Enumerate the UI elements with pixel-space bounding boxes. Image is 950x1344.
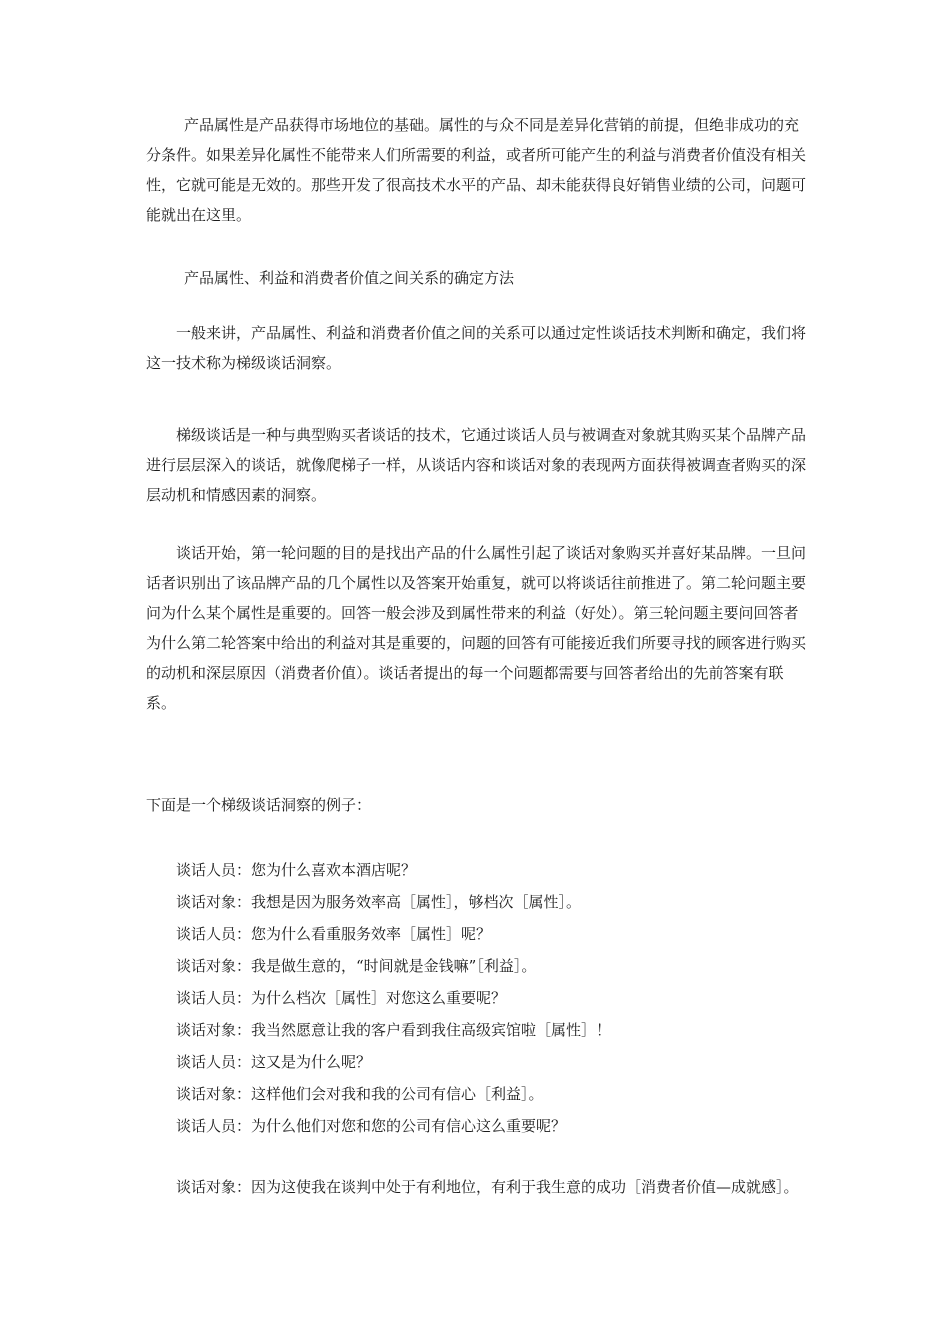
dialogue-line: 谈话对象：我当然愿意让我的客户看到我住高级宾馆啦［属性］！ [176,1021,612,1039]
dialogue-line: 谈话人员：为什么档次［属性］对您这么重要呢？ [176,989,507,1007]
dialogue-list [176,854,806,1142]
dialogue-line: 谈话人员：为什么他们对您和您的公司有信心这么重要呢？ [176,1117,567,1135]
section-heading: 产品属性、利益和消费者价值之间关系的确定方法 [184,269,515,287]
dialogue-final-line: 谈话对象：因为这使我在谈判中处于有利地位，有利于我生意的成功［消费者价值—成就感］。 [176,1178,799,1196]
dialogue-line: 谈话人员：这又是为什么呢？ [176,1053,372,1071]
paragraph-product-attributes: 产品属性是产品获得市场地位的基础。属性的与众不同是差异化营销的前提，但绝非成功的充分条件。如果差异化属性不能带来人们所需要的利益，或者所可能产生的利益与消费者价值没有相关性，它就可能是无效的。那些开发了很高技术水平的产品、却未能获得良好销售业绩的公司，问题可能就出在这里。 [146,116,807,224]
paragraph-interview-rounds: 谈话开始，第一轮问题的目的是找出产品的什么属性引起了谈话对象购买并喜好某品牌。一旦问话者识别出了该品牌产品的几个属性以及答案开始重复，就可以将谈话往前推进了。第二轮问题主要问为什么某个属性是重要的。回答一般会涉及到属性带来的利益（好处）。第三轮问题主要问回答者为什么第二轮答案中给出的利益对其是重要的，问题的回答有可能接近我们所要寻找的顾客进行购买的动机和深层原因（消费者价值）。谈话者提出的每一个问题都需要与回答者给出的先前答案有联系。 [146,544,807,712]
paragraph-determination-method: 一般来讲，产品属性、利益和消费者价值之间的关系可以通过定性谈话技术判断和确定，我们将这一技术称为梯级谈话洞察。 [146,324,807,372]
example-intro: 下面是一个梯级谈话洞察的例子： [146,796,372,814]
dialogue-line: 谈话人员：您为什么看重服务效率［属性］呢？ [176,925,492,943]
dialogue-line: 谈话对象：我想是因为服务效率高［属性］，够档次［属性］。 [176,893,582,911]
dialogue-line: 谈话人员：您为什么喜欢本酒店呢？ [176,861,417,879]
paragraph-laddering-technique: 梯级谈话是一种与典型购买者谈话的技术，它通过谈话人员与被调查对象就其购买某个品牌产品进行层层深入的谈话，就像爬梯子一样，从谈话内容和谈话对象的表现两方面获得被调查者购买的深层动机和情感因素的洞察。 [146,426,807,504]
dialogue-line: 谈话对象：我是做生意的，“时间就是金钱嘛”［利益］。 [176,957,537,975]
dialogue-line: 谈话对象：这样他们会对我和我的公司有信心［利益］。 [176,1085,544,1103]
